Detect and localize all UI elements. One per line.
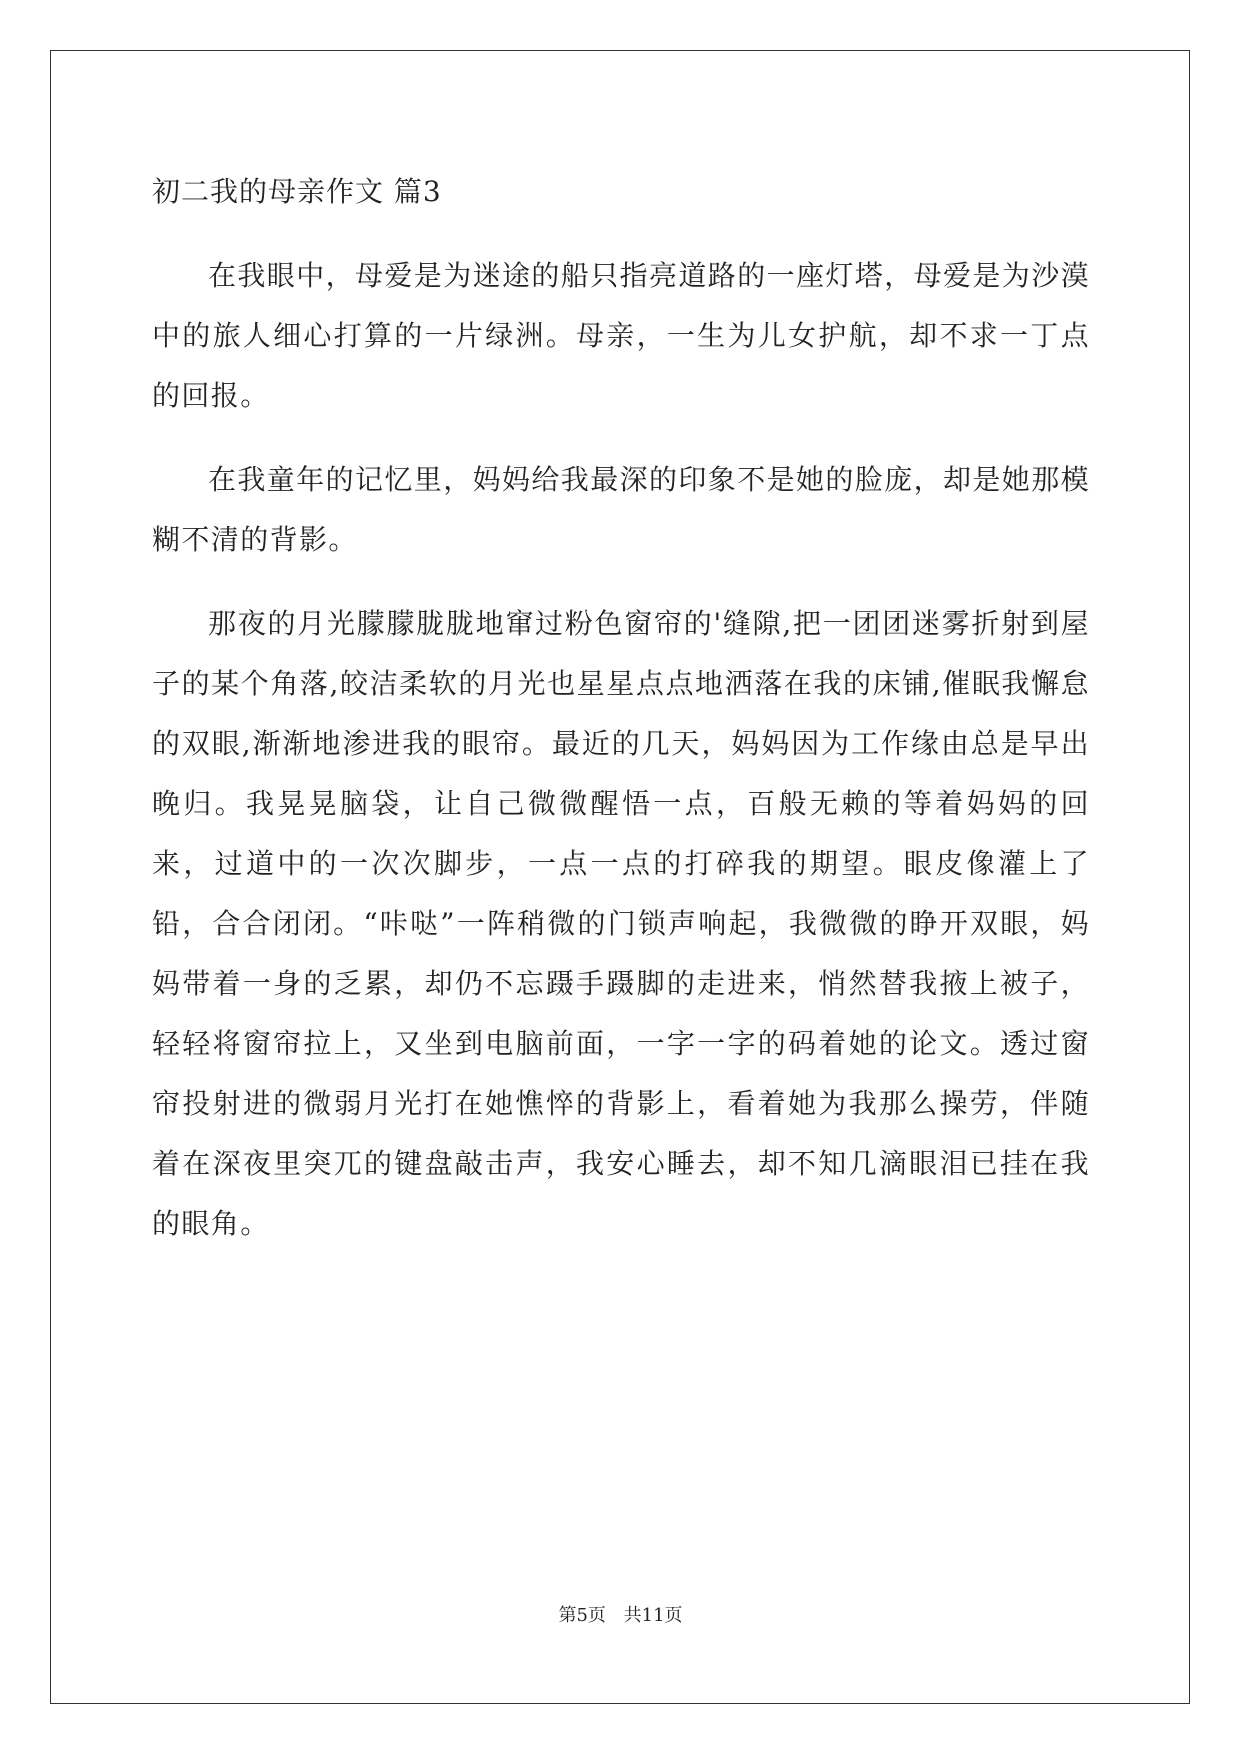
page-total: 共11页 xyxy=(623,1605,683,1626)
page-number: 第5页 xyxy=(558,1605,606,1626)
document-title: 初二我的母亲作文 篇3 xyxy=(152,175,442,208)
paragraph-1: 在我眼中，母爱是为迷途的船只指亮道路的一座灯塔，母爱是为沙漠中的旅人细心打算的一片绿洲。母亲，一生为儿女护航，却不求一丁点的回报。 xyxy=(152,259,1091,412)
page-footer xyxy=(0,1604,1241,1628)
paragraph-3: 那夜的月光朦朦胧胧地窜过粉色窗帘的'缝隙,把一团团迷雾折射到屋子的某个角落,皎洁柔软的月光也星星点点地洒落在我的床铺,催眠我懈怠的双眼,渐渐地渗进我的眼帘。最近的几天，妈妈因为工作缘由总是早出晚归。我晃晃脑袋，让自己微微醒悟一点，百般无赖的等着妈妈的回来，过道中的一次次脚步，一点一点的打碎我的期望。眼皮像灌上了铅，合合闭闭。“咔哒”一阵稍微的门锁声响起，我微微的睁开双眼，妈妈带着一身的乏累，却仍不忘蹑手蹑脚的走进来，悄然替我掖上被子，轻轻将窗帘拉上，又坐到电脑前面，一字一字的码着她的论文。透过窗帘投射进的微弱月光打在她憔悴的背影上，看着她为我那么操劳，伴随着在深夜里突兀的键盘敲击声，我安心睡去，却不知几滴眼泪已挂在我的眼角。 xyxy=(152,607,1090,1240)
paragraph-2: 在我童年的记忆里，妈妈给我最深的印象不是她的脸庞，却是她那模糊不清的背影。 xyxy=(152,463,1091,556)
document-body xyxy=(152,162,1090,1254)
